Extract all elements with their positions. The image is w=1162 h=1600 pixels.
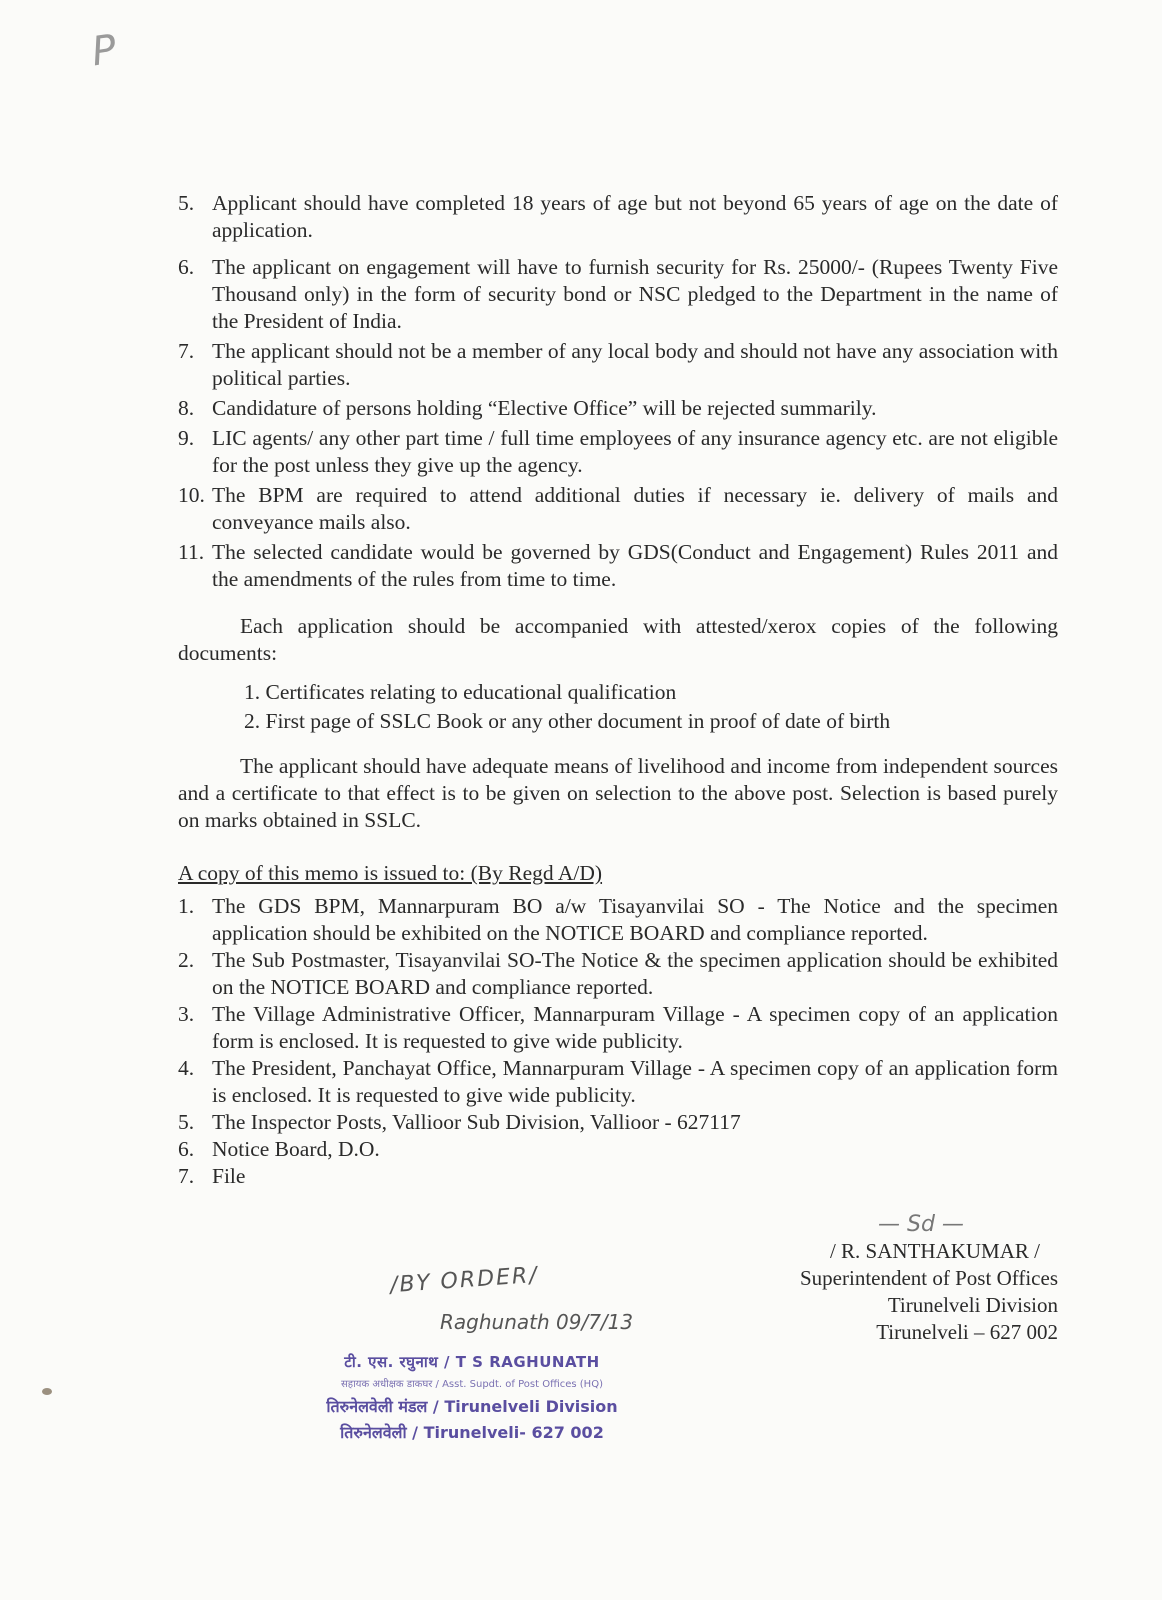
- stamp-line-designation: सहायक अधीक्षक डाकघर / Asst. Supdt. of Post Offices (HQ): [341, 1379, 603, 1390]
- condition-item: 10. The BPM are required to attend additional duties if necessary ie. delivery of mails and conveyance mails also.: [178, 483, 1058, 534]
- memo-body: [178, 190, 1058, 1190]
- copy-item: 2. The Sub Postmaster, Tisayanvilai SO-The Notice & the specimen application should be exhibited on the NOTICE BOARD and compliance reported.: [178, 948, 1058, 999]
- condition-item: 9. LIC agents/ any other part time / full time employees of any insurance agency etc. are not eligible for the post unless they give up the agency.: [178, 426, 1058, 477]
- handwritten-margin-mark: P: [88, 26, 120, 76]
- copy-item: 5. The Inspector Posts, Vallioor Sub Division, Vallioor - 627117: [178, 1110, 741, 1134]
- documents-list: [244, 679, 1058, 735]
- handwritten-initials: Raghunath 09/7/13: [440, 1310, 634, 1334]
- condition-item: 11. The selected candidate would be governed by GDS(Conduct and Engagement) Rules 2011 and the amendments of the rules from time to time.: [178, 540, 1058, 591]
- copy-item: 1. The GDS BPM, Mannarpuram BO a/w Tisayanvilai SO - The Notice and the specimen application should be exhibited on the NOTICE BOARD and compliance reported.: [178, 894, 1058, 945]
- copy-item: 7. File: [178, 1164, 246, 1188]
- signatory-address: Tirunelveli – 627 002: [876, 1320, 1058, 1344]
- documents-intro: Each application should be accompanied with attested/xerox copies of the following documents:: [178, 614, 1058, 665]
- condition-item: 5. Applicant should have completed 18 years of age but not beyond 65 years of age on the date of application.: [178, 191, 1058, 242]
- document-item: 2. First page of SSLC Book or any other document in proof of date of birth: [244, 709, 891, 733]
- document-item: 1. Certificates relating to educational qualification: [244, 680, 677, 704]
- stamp-line-name: टी. एस. रघुनाथ / T S RAGHUNATH: [344, 1353, 600, 1371]
- copy-item: 3. The Village Administrative Officer, Mannarpuram Village - A specimen copy of an application form is enclosed. It is requested to give wide publicity.: [178, 1002, 1058, 1053]
- paper-speck: [42, 1388, 52, 1395]
- condition-item: 6. The applicant on engagement will have to furnish security for Rs. 25000/- (Rupees Twenty Five Thousand only) in the form of security bond or NSC pledged to the Department in the name of the President of India.: [178, 255, 1058, 333]
- copy-item: 6. Notice Board, D.O.: [178, 1137, 380, 1161]
- copy-to-heading: A copy of this memo is issued to: (By Regd A/D): [178, 861, 603, 885]
- stamp-line-address: तिरुनेलवेली / Tirunelveli- 627 002: [340, 1423, 604, 1442]
- signatory-name: / R. SANTHAKUMAR /: [829, 1239, 1040, 1263]
- signatory-designation: Superintendent of Post Offices: [800, 1266, 1058, 1290]
- copy-item: 4. The President, Panchayat Office, Mannarpuram Village - A specimen copy of an application form is enclosed. It is requested to give wide publicity.: [178, 1056, 1058, 1107]
- signature-block: [800, 1238, 1058, 1346]
- by-order-handwritten: /BY ORDER/: [389, 1262, 540, 1299]
- condition-item: 7. The applicant should not be a member of any local body and should not have any association with political parties.: [178, 339, 1058, 390]
- conditions-list: [178, 190, 1058, 593]
- official-stamp: [312, 1352, 632, 1443]
- condition-item: 8. Candidature of persons holding “Elective Office” will be rejected summarily.: [178, 396, 877, 420]
- stamp-line-division: तिरुनेलवेली मंडल / Tirunelveli Division: [326, 1397, 618, 1416]
- sd-handwritten-mark: — Sd —: [878, 1212, 964, 1237]
- copies-list: [178, 893, 1058, 1190]
- livelihood-paragraph: The applicant should have adequate means of livelihood and income from independent sources and a certificate to that effect is to be given on selection to the above post. Selection is based purely on marks obtained in SSLC.: [178, 754, 1058, 832]
- signatory-division: Tirunelveli Division: [887, 1293, 1058, 1317]
